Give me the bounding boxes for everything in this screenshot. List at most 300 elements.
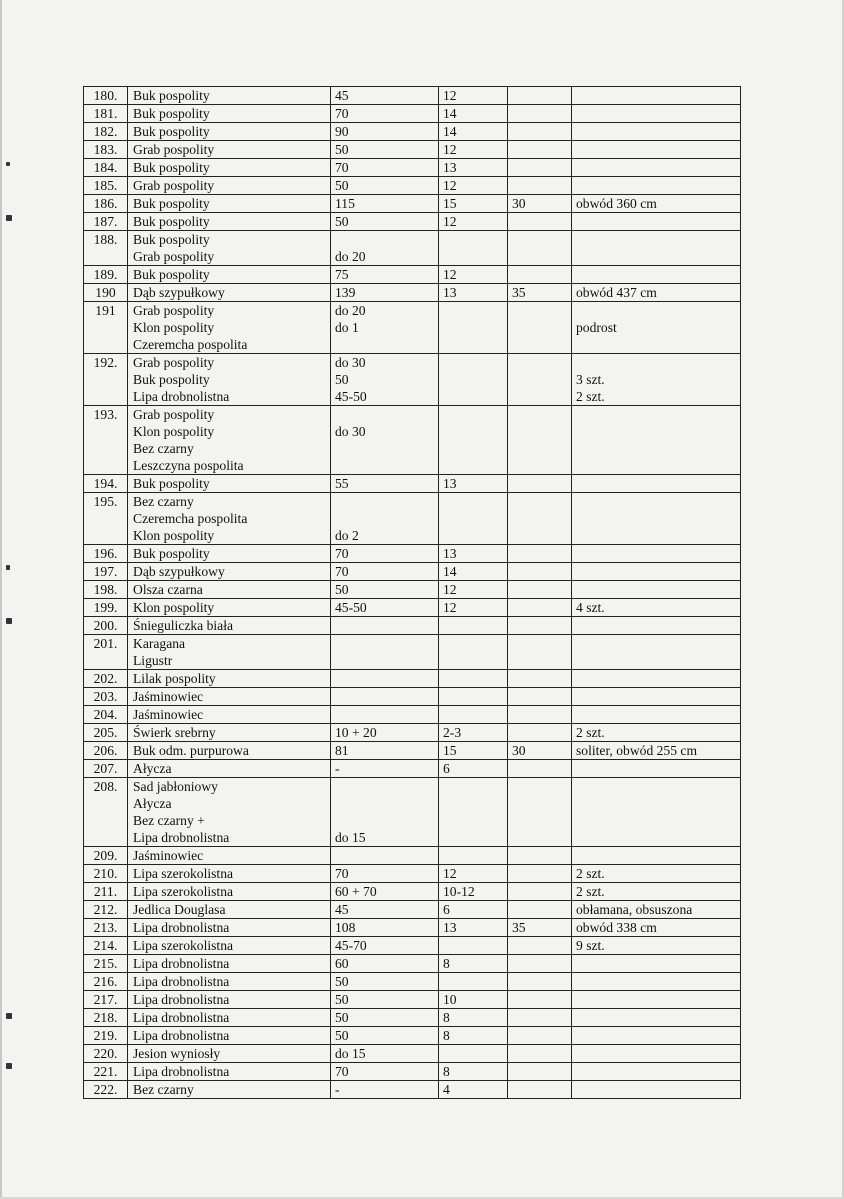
row-number-cell — [84, 599, 128, 617]
height-value: 8 — [443, 1064, 450, 1079]
species-name: Jedlica Douglasa — [133, 902, 226, 917]
crown-cell — [508, 778, 572, 847]
species-name: Śnieguliczka biała — [133, 618, 234, 633]
species-name: Lipa szerokolistna — [133, 884, 234, 899]
crown-cell — [508, 937, 572, 955]
table-row — [84, 937, 741, 955]
crown-value — [512, 388, 568, 405]
species-name: Lipa drobnolistna — [133, 956, 230, 971]
crown-value: 35 — [512, 285, 526, 300]
species-name: Jaśminowiec — [133, 707, 204, 722]
tree-inventory-table — [83, 86, 741, 1099]
height-value — [443, 706, 504, 723]
circumference-value — [335, 635, 435, 652]
species-cell — [128, 778, 331, 847]
height-value: 12 — [443, 582, 457, 597]
table-row — [84, 973, 741, 991]
species-name: Grab pospolity — [133, 303, 215, 318]
remarks-cell — [572, 159, 741, 177]
circumference-value: 50 — [335, 582, 349, 597]
row-number-cell — [84, 778, 128, 847]
species-cell — [128, 617, 331, 635]
row-number-cell — [84, 493, 128, 545]
species-cell — [128, 901, 331, 919]
remarks-cell — [572, 688, 741, 706]
circumference-value: 70 — [335, 160, 349, 175]
row-number: 209. — [93, 848, 118, 863]
crown-cell — [508, 406, 572, 475]
row-number-cell — [84, 87, 128, 105]
row-number-cell — [84, 955, 128, 973]
row-number-cell — [84, 141, 128, 159]
row-number: 210. — [93, 866, 118, 881]
height-value: 12 — [443, 214, 457, 229]
row-number: 217. — [93, 992, 118, 1007]
circumference-value: 108 — [335, 920, 356, 935]
remarks-value — [576, 510, 737, 527]
crown-value — [512, 847, 568, 864]
species-cell — [128, 354, 331, 406]
table-row — [84, 141, 741, 159]
circumference-cell — [331, 955, 439, 973]
crown-value — [512, 973, 568, 990]
remarks-cell — [572, 105, 741, 123]
remarks-value: obłamana, obsuszona — [576, 902, 693, 917]
row-number: 200. — [93, 618, 118, 633]
species-name: Grab pospolity — [133, 355, 215, 370]
height-cell — [439, 563, 508, 581]
species-cell — [128, 865, 331, 883]
row-number-cell — [84, 159, 128, 177]
species-cell — [128, 87, 331, 105]
row-number: 183. — [93, 142, 118, 157]
circumference-value: do 2 — [335, 528, 359, 543]
height-value: 12 — [443, 88, 457, 103]
species-name: Buk pospolity — [133, 124, 210, 139]
row-number-cell — [84, 213, 128, 231]
species-name: Dąb szypułkowy — [133, 285, 225, 300]
crown-cell — [508, 213, 572, 231]
circumference-cell — [331, 284, 439, 302]
height-cell — [439, 760, 508, 778]
crown-cell — [508, 159, 572, 177]
table-row — [84, 195, 741, 213]
species-name: Bez czarny — [133, 494, 194, 509]
circumference-value: - — [335, 761, 340, 776]
circumference-value: 50 — [335, 372, 349, 387]
crown-value — [512, 1027, 568, 1044]
height-value: 10-12 — [443, 884, 475, 899]
row-number: 194. — [93, 476, 118, 491]
height-value: 13 — [443, 920, 457, 935]
crown-value — [512, 706, 568, 723]
height-value: 4 — [443, 1082, 450, 1097]
row-number: 197. — [93, 564, 118, 579]
height-value: 8 — [443, 956, 450, 971]
height-value: 12 — [443, 600, 457, 615]
species-cell — [128, 955, 331, 973]
binder-hole-mark — [6, 1013, 12, 1019]
table-row — [84, 883, 741, 901]
height-value: 13 — [443, 546, 457, 561]
height-cell — [439, 493, 508, 545]
circumference-value: 70 — [335, 866, 349, 881]
remarks-cell — [572, 123, 741, 141]
circumference-cell — [331, 302, 439, 354]
species-cell — [128, 1063, 331, 1081]
remarks-value — [576, 440, 737, 457]
crown-value: 30 — [512, 196, 526, 211]
circumference-value: 50 — [335, 974, 349, 989]
crown-value — [512, 1009, 568, 1026]
circumference-cell — [331, 919, 439, 937]
species-cell — [128, 1045, 331, 1063]
species-cell — [128, 937, 331, 955]
row-number-cell — [84, 123, 128, 141]
circumference-cell — [331, 724, 439, 742]
remarks-value — [576, 213, 737, 230]
circumference-value: 45-70 — [335, 938, 367, 953]
circumference-value: 45-50 — [335, 389, 367, 404]
circumference-value: 55 — [335, 476, 349, 491]
circumference-cell — [331, 670, 439, 688]
row-number-cell — [84, 284, 128, 302]
circumference-value — [335, 493, 435, 510]
height-cell — [439, 231, 508, 266]
remarks-value — [576, 1081, 737, 1098]
row-number: 204. — [93, 707, 118, 722]
species-name: Jaśminowiec — [133, 848, 204, 863]
species-name: Lipa drobnolistna — [133, 974, 230, 989]
circumference-cell — [331, 847, 439, 865]
remarks-cell — [572, 901, 741, 919]
circumference-cell — [331, 865, 439, 883]
remarks-cell — [572, 865, 741, 883]
row-number: 216. — [93, 974, 118, 989]
table-row — [84, 1045, 741, 1063]
height-value — [443, 527, 504, 544]
circumference-value: - — [335, 1082, 340, 1097]
species-cell — [128, 141, 331, 159]
table-row — [84, 670, 741, 688]
height-value: 12 — [443, 142, 457, 157]
circumference-cell — [331, 87, 439, 105]
height-value: 12 — [443, 866, 457, 881]
crown-value — [512, 336, 568, 353]
height-value — [443, 937, 504, 954]
crown-cell — [508, 123, 572, 141]
crown-cell — [508, 991, 572, 1009]
crown-cell — [508, 1081, 572, 1099]
remarks-value: 4 szt. — [576, 600, 605, 615]
circumference-value — [335, 336, 435, 353]
row-number-cell — [84, 617, 128, 635]
row-number-cell — [84, 865, 128, 883]
height-value: 13 — [443, 285, 457, 300]
crown-cell — [508, 670, 572, 688]
species-name: Klon pospolity — [133, 528, 215, 543]
crown-cell — [508, 760, 572, 778]
height-cell — [439, 354, 508, 406]
height-cell — [439, 141, 508, 159]
remarks-value — [576, 493, 737, 510]
height-cell — [439, 1009, 508, 1027]
height-cell — [439, 847, 508, 865]
species-name: Sad jabłoniowy — [133, 779, 218, 794]
circumference-cell — [331, 581, 439, 599]
height-cell — [439, 937, 508, 955]
circumference-value: 50 — [335, 214, 349, 229]
table-row — [84, 159, 741, 177]
row-number: 181. — [93, 106, 118, 121]
crown-cell — [508, 724, 572, 742]
table-row — [84, 581, 741, 599]
crown-cell — [508, 354, 572, 406]
circumference-value: 139 — [335, 285, 356, 300]
crown-cell — [508, 955, 572, 973]
species-cell — [128, 670, 331, 688]
crown-cell — [508, 266, 572, 284]
crown-cell — [508, 883, 572, 901]
remarks-cell — [572, 1027, 741, 1045]
row-number-cell — [84, 581, 128, 599]
row-number: 184. — [93, 160, 118, 175]
row-number-cell — [84, 475, 128, 493]
species-cell — [128, 742, 331, 760]
circumference-value: 50 — [335, 992, 349, 1007]
crown-cell — [508, 493, 572, 545]
circumference-cell — [331, 883, 439, 901]
height-value — [443, 688, 504, 705]
height-value — [443, 336, 504, 353]
circumference-value — [335, 795, 435, 812]
species-name: Czeremcha pospolita — [133, 337, 248, 352]
table-row — [84, 706, 741, 724]
species-name: Świerk srebrny — [133, 725, 216, 740]
remarks-cell — [572, 883, 741, 901]
remarks-value — [576, 266, 737, 283]
circumference-cell — [331, 901, 439, 919]
circumference-cell — [331, 563, 439, 581]
height-cell — [439, 865, 508, 883]
species-name: Klon pospolity — [133, 320, 215, 335]
crown-cell — [508, 475, 572, 493]
circumference-cell — [331, 937, 439, 955]
remarks-cell — [572, 973, 741, 991]
remarks-value: 2 szt. — [576, 725, 605, 740]
crown-value — [512, 105, 568, 122]
height-cell — [439, 617, 508, 635]
circumference-value: 45 — [335, 902, 349, 917]
height-value: 13 — [443, 476, 457, 491]
species-name: Ałycza — [133, 796, 172, 811]
height-cell — [439, 581, 508, 599]
remarks-value: obwód 338 cm — [576, 920, 657, 935]
row-number: 191 — [95, 303, 116, 318]
circumference-value: do 20 — [335, 249, 366, 264]
crown-cell — [508, 1027, 572, 1045]
circumference-value: 75 — [335, 267, 349, 282]
circumference-value: do 20 — [335, 303, 366, 318]
species-name: Bez czarny — [133, 1082, 194, 1097]
height-cell — [439, 406, 508, 475]
row-number: 208. — [93, 779, 118, 794]
row-number: 214. — [93, 938, 118, 953]
crown-value — [512, 1063, 568, 1080]
row-number-cell — [84, 177, 128, 195]
species-cell — [128, 760, 331, 778]
remarks-value — [576, 1045, 737, 1062]
remarks-cell — [572, 545, 741, 563]
remarks-value: 2 szt. — [576, 389, 605, 404]
circumference-value: 70 — [335, 564, 349, 579]
circumference-value: 50 — [335, 178, 349, 193]
height-cell — [439, 919, 508, 937]
circumference-value — [335, 440, 435, 457]
height-cell — [439, 1063, 508, 1081]
circumference-value: 81 — [335, 743, 349, 758]
species-name: Bez czarny — [133, 441, 194, 456]
height-cell — [439, 635, 508, 670]
species-cell — [128, 1009, 331, 1027]
height-cell — [439, 284, 508, 302]
height-value: 8 — [443, 1028, 450, 1043]
table-row — [84, 1063, 741, 1081]
row-number-cell — [84, 670, 128, 688]
height-value — [443, 829, 504, 846]
species-name: Lipa drobnolistna — [133, 389, 230, 404]
table-row — [84, 724, 741, 742]
species-cell — [128, 213, 331, 231]
species-name: Buk pospolity — [133, 160, 210, 175]
row-number: 222. — [93, 1082, 118, 1097]
species-name: Grab pospolity — [133, 407, 215, 422]
binder-hole-mark — [6, 215, 12, 221]
crown-value — [512, 599, 568, 616]
row-number-cell — [84, 354, 128, 406]
crown-value: 30 — [512, 743, 526, 758]
species-name: Lipa drobnolistna — [133, 992, 230, 1007]
circumference-value — [335, 231, 435, 248]
species-name: Lilak pospolity — [133, 671, 216, 686]
species-cell — [128, 563, 331, 581]
remarks-value — [576, 760, 737, 777]
crown-cell — [508, 599, 572, 617]
height-cell — [439, 670, 508, 688]
species-cell — [128, 688, 331, 706]
species-name: Lipa drobnolistna — [133, 1028, 230, 1043]
circumference-cell — [331, 635, 439, 670]
species-name: Lipa drobnolistna — [133, 1010, 230, 1025]
circumference-value — [335, 457, 435, 474]
crown-value — [512, 457, 568, 474]
circumference-cell — [331, 1063, 439, 1081]
row-number: 221. — [93, 1064, 118, 1079]
row-number-cell — [84, 973, 128, 991]
circumference-value — [335, 510, 435, 527]
crown-value — [512, 617, 568, 634]
row-number-cell — [84, 1045, 128, 1063]
remarks-cell — [572, 354, 741, 406]
height-cell — [439, 1027, 508, 1045]
remarks-cell — [572, 635, 741, 670]
crown-value — [512, 1081, 568, 1098]
species-cell — [128, 123, 331, 141]
crown-value — [512, 991, 568, 1008]
table-row — [84, 778, 741, 847]
remarks-value — [576, 141, 737, 158]
height-cell — [439, 475, 508, 493]
species-name: Ałycza — [133, 761, 172, 776]
circumference-value: 50 — [335, 1010, 349, 1025]
height-cell — [439, 706, 508, 724]
row-number: 192. — [93, 355, 118, 370]
row-number-cell — [84, 919, 128, 937]
height-value: 10 — [443, 992, 457, 1007]
height-value: 12 — [443, 267, 457, 282]
crown-cell — [508, 302, 572, 354]
height-cell — [439, 883, 508, 901]
species-name: Lipa szerokolistna — [133, 866, 234, 881]
row-number-cell — [84, 991, 128, 1009]
height-cell — [439, 302, 508, 354]
remarks-value — [576, 475, 737, 492]
circumference-value: do 30 — [335, 355, 366, 370]
remarks-value — [576, 336, 737, 353]
species-name: Buk odm. purpurowa — [133, 743, 249, 758]
crown-value — [512, 901, 568, 918]
crown-value — [512, 123, 568, 140]
species-cell — [128, 581, 331, 599]
table-row — [84, 635, 741, 670]
remarks-value — [576, 1009, 737, 1026]
remarks-cell — [572, 563, 741, 581]
table-row — [84, 760, 741, 778]
row-number: 219. — [93, 1028, 118, 1043]
table-body — [84, 87, 741, 1099]
crown-value — [512, 760, 568, 777]
crown-cell — [508, 742, 572, 760]
circumference-cell — [331, 706, 439, 724]
remarks-cell — [572, 475, 741, 493]
row-number: 185. — [93, 178, 118, 193]
remarks-cell — [572, 177, 741, 195]
species-cell — [128, 706, 331, 724]
remarks-cell — [572, 617, 741, 635]
circumference-value — [335, 706, 435, 723]
remarks-value: obwód 360 cm — [576, 196, 657, 211]
remarks-value: 9 szt. — [576, 938, 605, 953]
circumference-cell — [331, 1009, 439, 1027]
row-number: 180. — [93, 88, 118, 103]
row-number-cell — [84, 1063, 128, 1081]
height-cell — [439, 955, 508, 973]
table-row — [84, 354, 741, 406]
crown-cell — [508, 177, 572, 195]
circumference-value — [335, 847, 435, 864]
height-value — [443, 457, 504, 474]
species-cell — [128, 973, 331, 991]
row-number-cell — [84, 706, 128, 724]
remarks-value — [576, 778, 737, 795]
remarks-cell — [572, 706, 741, 724]
crown-value — [512, 545, 568, 562]
crown-value — [512, 829, 568, 846]
crown-value — [512, 248, 568, 265]
circumference-cell — [331, 159, 439, 177]
height-value — [443, 652, 504, 669]
circumference-value: 90 — [335, 124, 349, 139]
